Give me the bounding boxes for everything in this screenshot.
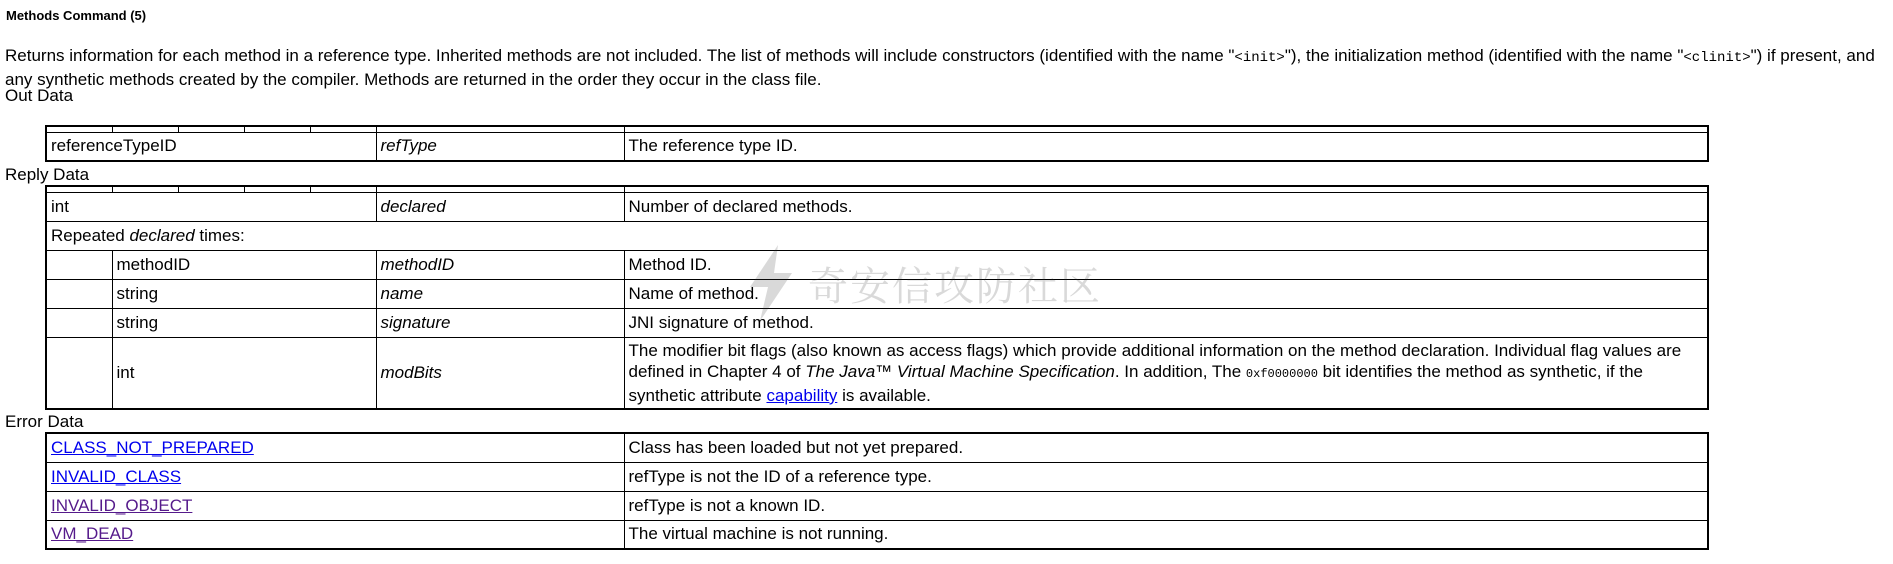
lightning-logo-icon (740, 243, 800, 323)
error-description: Class has been loaded but not yet prepared. (624, 433, 1708, 462)
section-heading: Methods Command (5) (6, 8, 147, 23)
field-name: declared (376, 192, 624, 221)
error-description: refType is not a known ID. (624, 491, 1708, 520)
error-code-link[interactable]: CLASS_NOT_PREPARED (51, 437, 254, 457)
field-name: signature (376, 308, 624, 337)
table-row (46, 433, 1708, 462)
error-description: refType is not the ID of a reference type. (624, 462, 1708, 491)
table-row (46, 462, 1708, 491)
table-row (46, 520, 1708, 549)
error-code-link[interactable]: INVALID_OBJECT (51, 495, 193, 515)
field-type: string (112, 279, 376, 308)
field-type: referenceTypeID (46, 132, 376, 161)
field-type: string (112, 308, 376, 337)
watermark-text: 奇安信攻防社区 (808, 263, 1102, 310)
out-data-label: Out Data (5, 86, 74, 105)
repeated-label: Repeated declared times: (46, 221, 1708, 250)
field-name: methodID (376, 250, 624, 279)
field-description: The modifier bit flags (also known as access flags) which provide additional information on the method declaration. Individual flag values are defined in Chapter 4 of The Java™ Virtual Machine Specification. In addition, The 0xf0000000 bit identifies the method as synthetic, if the synthetic attribute capability is available. (624, 337, 1708, 409)
watermark (740, 243, 1102, 323)
field-description: Name of method. (624, 279, 1708, 308)
field-type: methodID (112, 250, 376, 279)
field-type: int (112, 337, 376, 409)
error-data-table (45, 432, 1709, 550)
error-code-link[interactable]: VM_DEAD (51, 524, 134, 544)
table-row (46, 192, 1708, 221)
reply-data-label: Reply Data (5, 165, 90, 184)
field-type: int (46, 192, 376, 221)
field-name: refType (376, 132, 624, 161)
error-code-link[interactable]: INVALID_CLASS (51, 466, 182, 486)
command-description: Returns information for each method in a reference type. Inherited methods are not included. The list of methods will include constructors (identified with the name "<init>"), the initialization method (identified with the name "<clinit>") if present, and any synthetic methods created by the compiler. Methods are returned in the order they occur in the class file. (5, 46, 1875, 89)
field-description: Method ID. (624, 250, 1708, 279)
error-description: The virtual machine is not running. (624, 520, 1708, 549)
field-description: The reference type ID. (624, 132, 1708, 161)
out-data-table (45, 125, 1709, 162)
field-name: modBits (376, 337, 624, 409)
table-row (46, 132, 1708, 161)
table-row (46, 491, 1708, 520)
field-description: Number of declared methods. (624, 192, 1708, 221)
field-description: JNI signature of method. (624, 308, 1708, 337)
error-data-label: Error Data (5, 412, 84, 431)
field-name: name (376, 279, 624, 308)
capability-link[interactable]: capability (766, 385, 838, 405)
table-row (46, 337, 1708, 409)
